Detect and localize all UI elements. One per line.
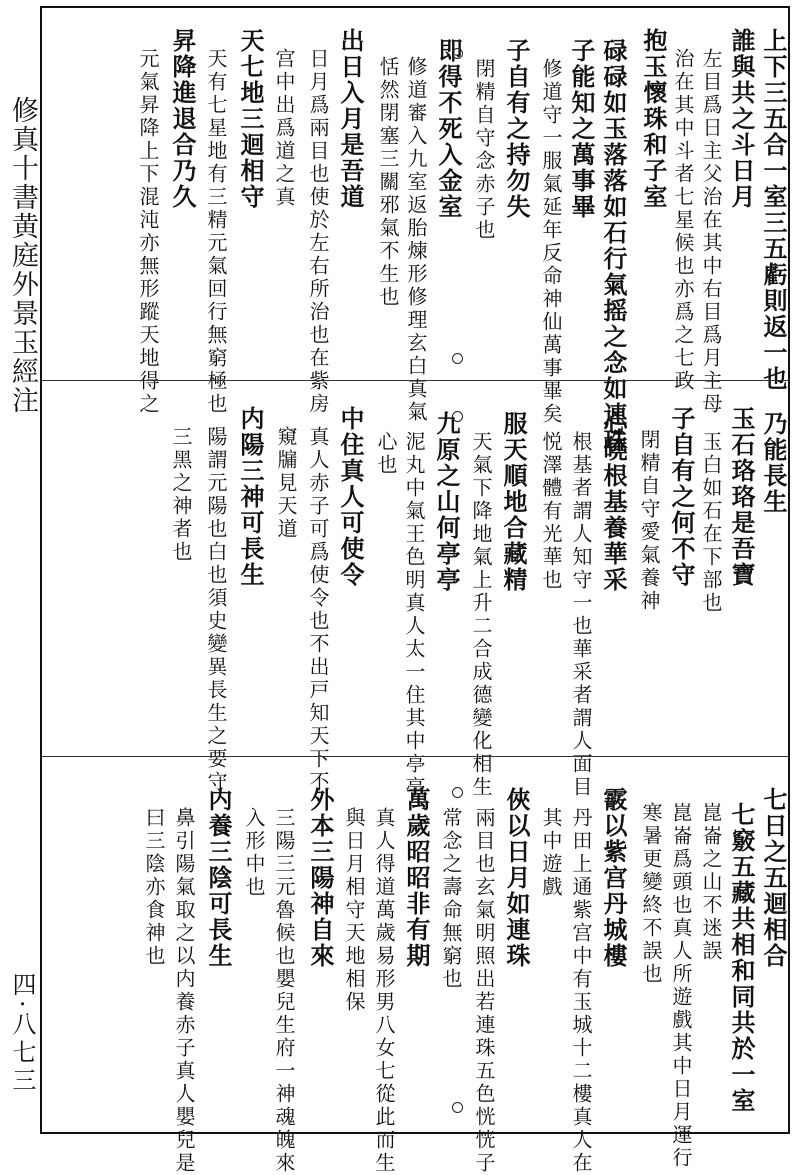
commentary-column: 悦澤體有光華也 xyxy=(539,431,563,592)
scripture-column: 誰與共之斗日月 xyxy=(727,28,756,210)
page-number: 四·八七三 xyxy=(8,972,36,1096)
scripture-column: 出日入月是吾道 xyxy=(336,28,365,210)
commentary-column: 天氣下降地氣上升二合成德變化相生 xyxy=(469,431,493,799)
commentary-column: 常念之壽命無窮也 xyxy=(439,807,463,991)
commentary-column: 左目爲日主父治在其中右目爲月主母 xyxy=(699,48,723,416)
commentary-column: 真人赤子可爲使令也不出戸知天下不 xyxy=(306,426,330,794)
commentary-column: 真人得道萬歲易形男八女七從此而生 xyxy=(372,807,396,1175)
commentary-column: 三陽三元魯候也嬰兒生府一神魂魄來 xyxy=(272,807,296,1175)
scripture-column: 心曉根基養華采 xyxy=(599,411,628,593)
page-frame xyxy=(40,6,790,1175)
commentary-column: 宫中出爲道之真 xyxy=(272,48,296,209)
scripture-column: 碌碌如玉落落如石行氣摇之念如連珠 xyxy=(599,38,628,454)
commentary-column: 閉精自守念赤子也 xyxy=(472,58,496,242)
scripture-column: 七竅五藏共相和同共於一室 xyxy=(727,802,756,1114)
commentary-column: 陽謂元陽也白也須史變異長生之要守 xyxy=(204,426,228,794)
punctuation-circle xyxy=(452,48,463,59)
commentary-column: 恬然閉塞三關邪氣不生也 xyxy=(376,56,400,309)
scripture-column: 昇降進退合乃久 xyxy=(168,28,197,210)
scripture-column: 九原之山何亭亭 xyxy=(432,411,461,593)
scripture-column: 内養三陰可長生 xyxy=(204,787,233,969)
punctuation-circle xyxy=(452,411,463,422)
scripture-column: 抱玉懷珠和子室 xyxy=(639,28,668,210)
punctuation-circle xyxy=(452,787,463,798)
commentary-column: 丹田上通紫宫中有玉城十二樓真人在 xyxy=(569,807,593,1175)
commentary-column: 三黑之神者也 xyxy=(169,426,193,564)
commentary-column: 崑崙之山不迷誤 xyxy=(699,802,723,963)
scripture-column: 乃能長生 xyxy=(759,411,788,515)
scripture-column: 中住真人可使令 xyxy=(336,406,365,588)
commentary-column: 閉精自守愛氣養神 xyxy=(637,429,661,613)
commentary-column: 根基者謂人知守一也華采者謂人面目 xyxy=(569,431,593,799)
commentary-column: 玉白如石在下部也 xyxy=(699,431,723,615)
text-band-bottom xyxy=(42,756,788,1175)
commentary-column: 天有七星地有三精元氣回行無窮極也 xyxy=(204,48,228,416)
scripture-column: 外本三陽神自來 xyxy=(306,787,335,969)
scripture-column: 子自有之何不守 xyxy=(667,406,696,588)
scripture-column: 子自有之持勿失 xyxy=(502,38,531,220)
commentary-column: 窺牖見天道 xyxy=(274,426,298,541)
book-title: 修真十書黄庭外景玉經注 xyxy=(7,96,38,415)
scripture-column: 玉石珞珞是吾寶 xyxy=(727,406,756,588)
commentary-column: 與日月相守天地相保 xyxy=(342,807,366,1014)
commentary-column: 曰三陰亦食神也 xyxy=(142,807,166,968)
punctuation-circle xyxy=(452,1102,463,1113)
commentary-column: 其中遊戲 xyxy=(539,807,563,899)
commentary-column: 修道守一服氣延年反命神仙萬事畢矣 xyxy=(539,58,563,426)
commentary-column: 寒暑更變終不誤也 xyxy=(639,802,663,986)
commentary-column: 兩目也玄氣明照出若連珠五色恍恍子 xyxy=(472,807,496,1175)
commentary-column: 日月爲兩目也使於左右所治也在紫房 xyxy=(306,48,330,416)
punctuation-circle xyxy=(452,353,463,364)
scripture-column: 子能知之萬事畢 xyxy=(567,38,596,220)
scripture-column: 七日之五迴相合 xyxy=(759,787,788,969)
commentary-column: 入形中也 xyxy=(242,807,266,899)
scripture-column: 内陽三神可長生 xyxy=(236,406,265,588)
scripture-column: 霰以紫宫丹城樓 xyxy=(599,787,628,969)
commentary-column: 心也 xyxy=(374,431,398,477)
text-band-middle xyxy=(42,380,788,799)
scripture-column: 服天順地合藏精 xyxy=(499,411,528,593)
commentary-column: 鼻引陽氣取之以内養赤子真人嬰兒是 xyxy=(172,807,196,1175)
commentary-column: 崑崙爲頭也真人所遊戲其中日月運行 xyxy=(669,802,693,1170)
scripture-column: 萬歲昭昭非有期 xyxy=(402,787,431,969)
scripture-column: 上下三五合一室三五虧則返一也 xyxy=(759,28,788,392)
scripture-column: 天七地三迴相守 xyxy=(236,28,265,210)
commentary-column: 修道審入九室返胎煉形修理玄白真氣 xyxy=(404,56,428,424)
scripture-column: 俠以日月如連珠 xyxy=(502,787,531,969)
commentary-column: 元氣昇降上下混沌亦無形蹤天地得之 xyxy=(136,48,160,416)
scripture-column: 即得不死入金室 xyxy=(434,38,463,220)
commentary-column: 治在其中斗者七星候也亦爲之七政 xyxy=(671,48,695,393)
commentary-column: 泥丸中氣王色明真人太一住其中亭亭 xyxy=(402,431,426,799)
